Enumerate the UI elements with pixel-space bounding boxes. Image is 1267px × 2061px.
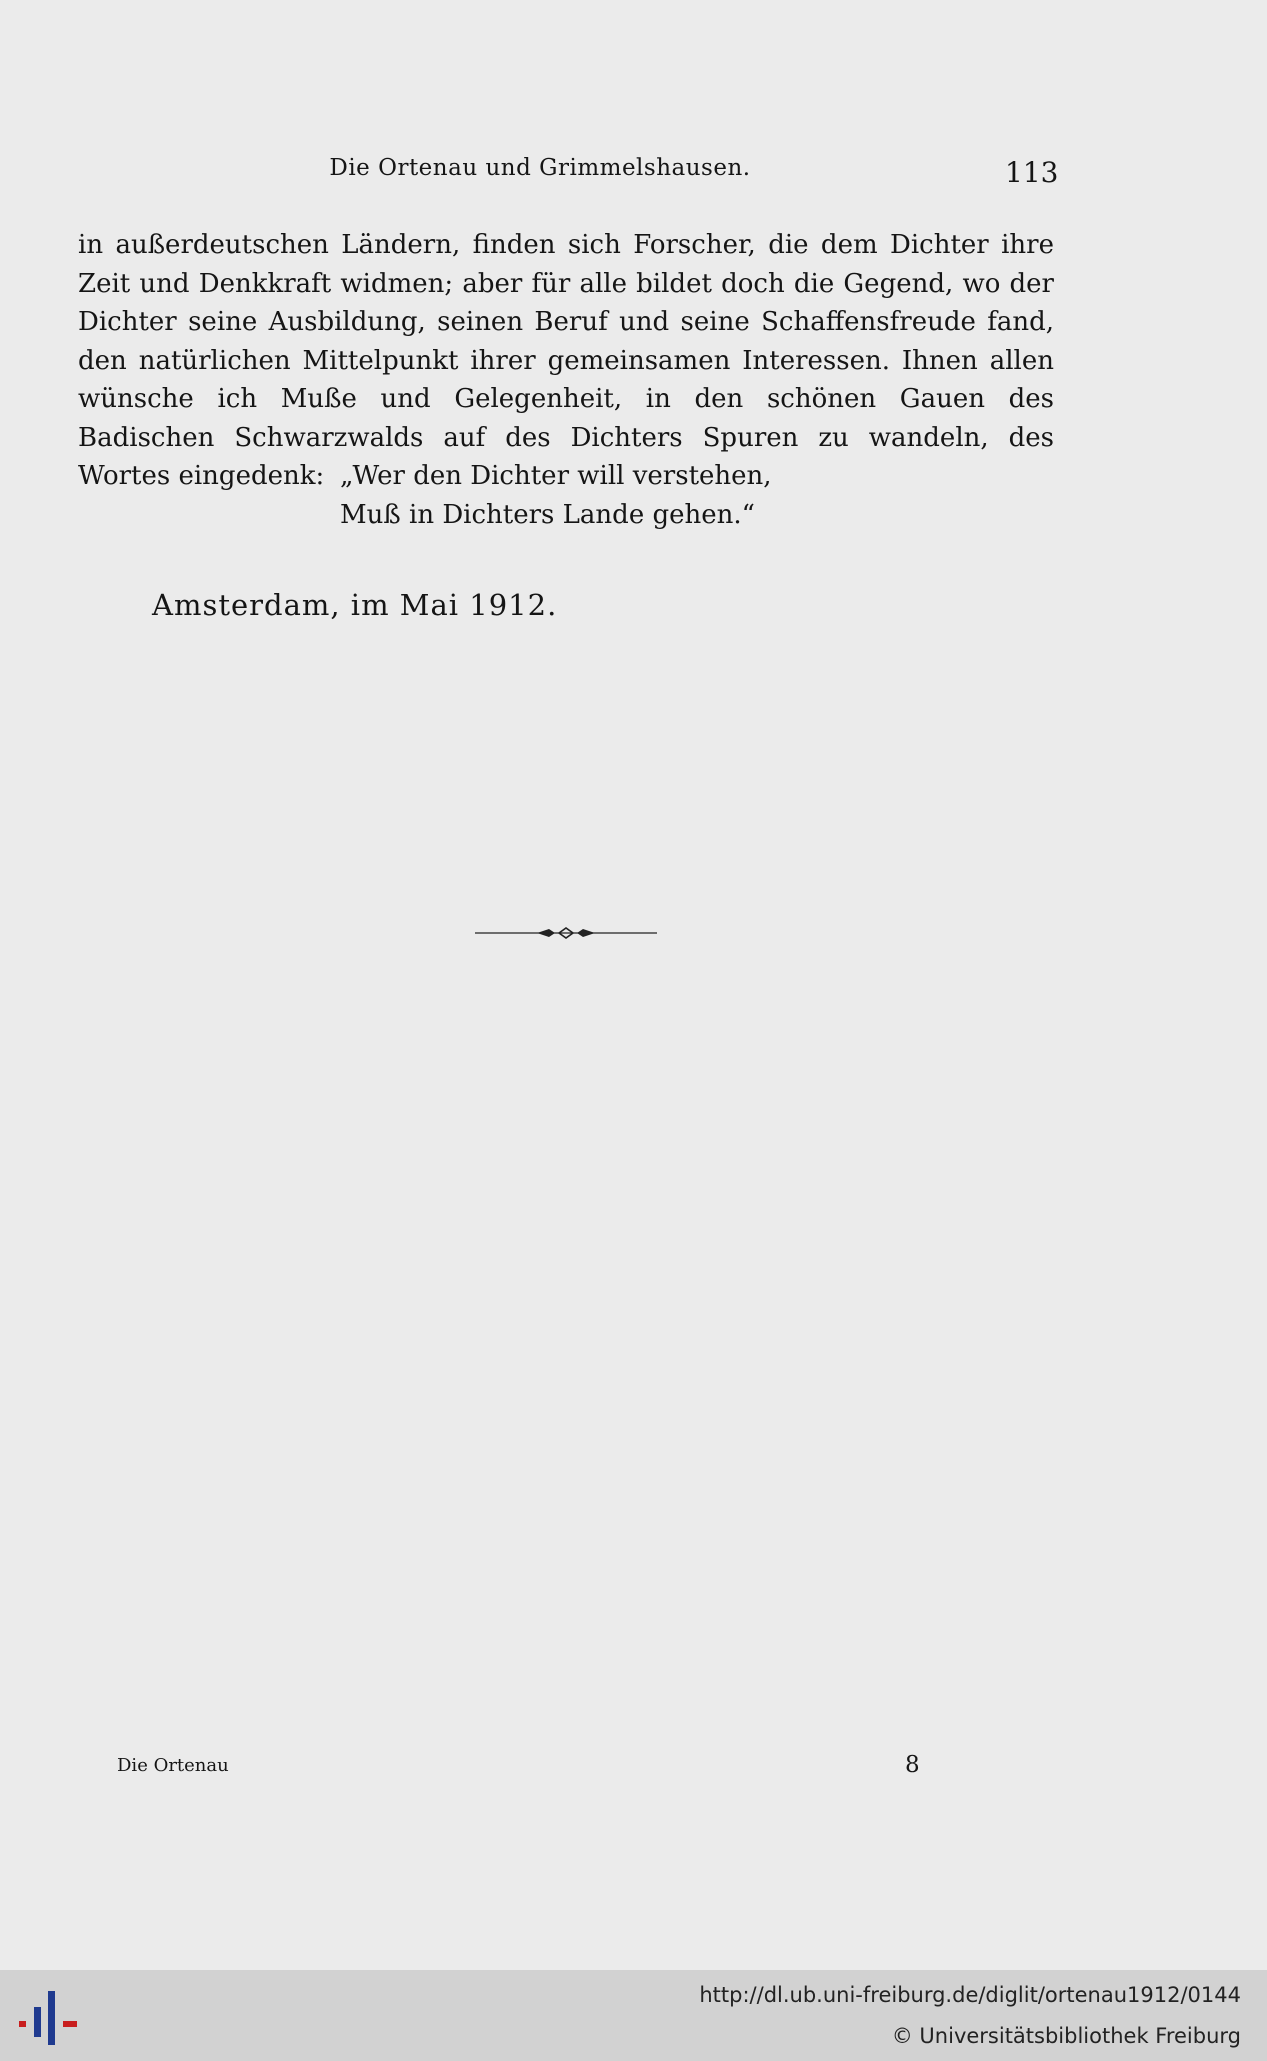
page-number: 113 (1005, 156, 1059, 189)
verse-quote (340, 457, 772, 535)
printer-signature-label: Die Ortenau (117, 1755, 229, 1776)
body-paragraph: in außerdeutschen Ländern, finden sich Forscher, die dem Dichter ihre Zeit und Denkkraft widmen; aber für alle bildet doch die Gegend, wo der Dichter seine Ausbildung, seinen Beruf und seine Schaffensfreude fand, den natürlichen Mittelpunkt ihrer gemeinsamen Interessen. Ihnen allen wünsche ich Muße und Gelegenheit, in den schönen Gauen des Badischen Schwarzwalds auf des Dichters Spuren zu wandeln, des Wortes eingedenk: (78, 230, 1054, 491)
footer-url-link[interactable]: http://dl.ub.uni-freiburg.de/diglit/ortenau1912/0144 (699, 1983, 1241, 2007)
section-end-ornament-icon (475, 925, 657, 941)
verse-line-2: Muß in Dichters Lande gehen.“ (340, 500, 755, 530)
verse-line-1: „Wer den Dichter will verstehen, (340, 461, 772, 491)
ub-freiburg-logo-icon[interactable] (16, 1985, 82, 2051)
printer-signature-number: 8 (905, 1752, 920, 1778)
running-title: Die Ortenau und Grimmelshausen. (329, 155, 751, 181)
dateline: Amsterdam, im Mai 1912. (152, 588, 558, 622)
footer-copyright: © Universitätsbibliothek Freiburg (891, 2024, 1241, 2048)
